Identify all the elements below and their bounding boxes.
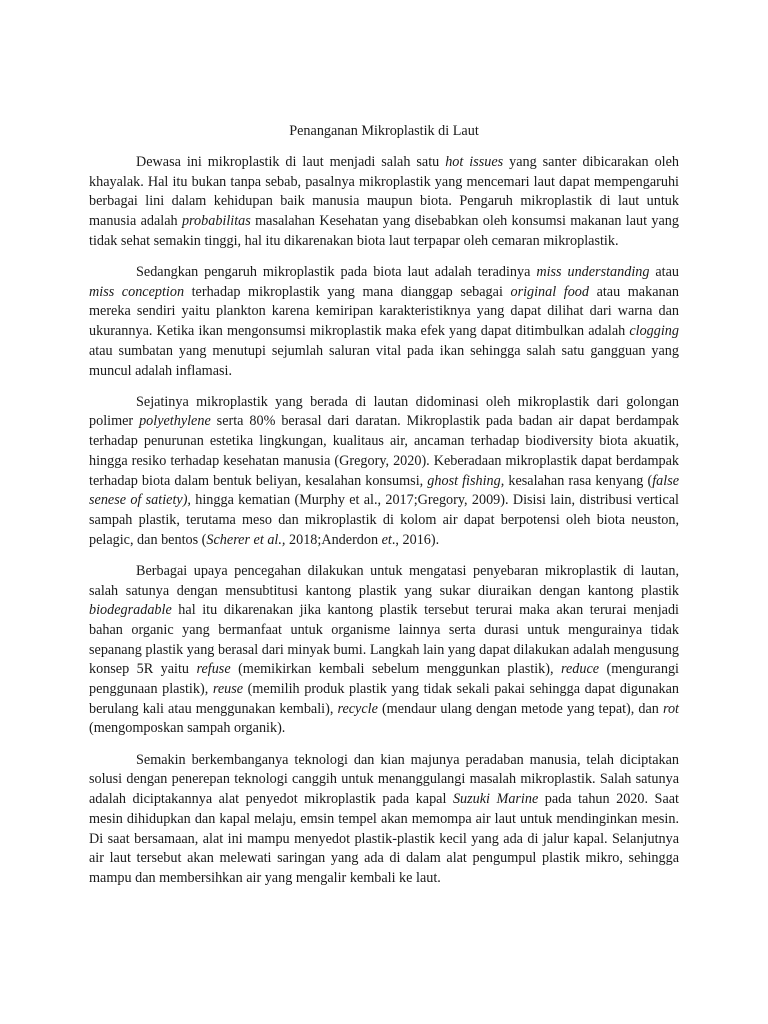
italic-text: reduce — [560, 661, 600, 678]
paragraph-text: hingga kematian (Murphy et al., 2017;Gregory, 2009). Disisi lain, distribusi vertical sampah plastik, terutama meso dan mikroplastik di kolom air dapat berpotensi oleh biota neuston, pelagic, dan bentos ( — [89, 492, 679, 548]
italic-text: polyethylene — [139, 413, 211, 430]
paragraph — [89, 562, 679, 739]
paragraph — [89, 153, 679, 252]
paragraph-text: (mendaur ulang dengan metode yang tepat), dan — [377, 700, 663, 717]
paragraph-text: terhadap mikroplastik yang mana dianggap sebagai — [184, 283, 511, 300]
paragraph-text: serta 80% berasal dari daratan. Mikroplastik pada badan air dapat berdampak terhadap penurunan estetika lingkungan, kualitaus air, ancaman terhadap biodiversity biota akuatik, hingga resiko terhadap kesehatan manusia (Gregory, 2020). Keberadaan mikroplastik dapat berdampak terhadap biota dalam bentuk beliyan, kesalahan konsumsi, — [89, 413, 679, 489]
paragraph-text: kesalahan rasa kenyang ( — [504, 472, 653, 489]
paragraph-text: atau makanan mereka sendiri yaitu plankton karena kemiripan karakteristiknya yang dapat dilihat dari warna dan ukurannya. Ketika ikan mengonsumsi mikroplastik maka efek yang dapat ditimbulkan adalah — [89, 283, 679, 340]
italic-text: Scherer et al., — [206, 531, 286, 548]
paragraph — [89, 751, 679, 889]
paragraph-text: (memilih produk plastik yang tidak sekali pakai sehingga dapat digunakan berulang kali atau menggunakan kembali), — [89, 681, 679, 717]
italic-text: miss understanding — [536, 264, 650, 281]
italic-text: refuse — [196, 661, 231, 678]
paragraph — [89, 393, 679, 551]
italic-text: biodegradable — [89, 602, 172, 619]
paragraph-text: (memikirkan kembali sebelum menggunkan plastik), — [230, 661, 561, 678]
paragraph-text: Sedangkan pengaruh mikroplastik pada biota laut adalah teradinya — [136, 264, 537, 281]
paragraph-text: Semakin berkembanganya teknologi dan kian majunya peradaban manusia, telah diciptakan solusi dengan penerepan teknologi canggih untuk menanggulangi masalah mikroplastik. Salah satunya adalah diciptakannya alat penyedot mikroplastik pada kapal — [89, 751, 679, 808]
paragraph-text: masalahan Kesehatan yang disebabkan oleh konsumsi makanan laut yang tidak sehat semakin tinggi, hal itu dikarenakan biota laut terpapar oleh cemaran mikroplastik. — [89, 213, 679, 249]
paragraph-text: Dewasa ini mikroplastik di laut menjadi salah satu — [136, 154, 446, 170]
paragraph-text: atau — [649, 264, 680, 281]
paragraph-text: ., 2016). — [391, 531, 440, 548]
italic-text: probabilitas — [181, 213, 251, 230]
paragraph-text: Berbagai upaya pencegahan dilakukan untuk mengatasi penyebaran mikroplastik di lautan, salah satunya dengan mensubtitusi kantong plastik yang sukar diuraikan dengan kantong plastik — [89, 562, 679, 599]
italic-text: miss conception — [89, 283, 185, 300]
paragraph-text: atau sumbatan yang menutupi sejumlah saluran vital pada ikan sehingga salah satu gangguan yang muncul adalah inflamasi. — [89, 342, 679, 379]
paragraph-text: hal itu dikarenakan jika kantong plastik tersebut terurai maka akan terurai menjadi bahan organic yang bermanfaat untuk organisme lainnya serta durasi untuk mengurainya tidak sepanang plastik yang berasal dari minyak bumi. Langkah lain yang dapat dilakukan adalah mengusung konsep 5R yaitu — [89, 602, 679, 678]
italic-text: hot issues — [445, 154, 504, 170]
paragraph — [89, 263, 679, 381]
italic-text: Suzuki Marine — [452, 791, 539, 808]
document-body — [89, 153, 679, 889]
italic-text: rot — [662, 700, 679, 717]
paragraph-text: 2018;Anderdon — [285, 531, 382, 548]
paragraph-text: Sejatinya mikroplastik yang berada di lautan didominasi oleh mikroplastik dari golongan polimer — [89, 393, 679, 430]
italic-text: reuse — [212, 681, 244, 698]
italic-text: recycle — [337, 700, 378, 717]
italic-text: ghost fishing, — [427, 472, 505, 489]
italic-text: false senese of satiety), — [89, 472, 680, 509]
paragraph-text: pada tahun 2020. Saat mesin dihidupkan dan kapal melaju, emsin tempel akan memompa air laut untuk mendinginkan mesin. Di saat bersamaan, alat ini mampu menyedot plastik-plastik kecil yang ada di jalur kapal. Selanjutnya air laut tersebut akan melewati saringan yang ada di dalam alat pengumpul plastik mikro, sehingga mampu dan membersihkan air yang mengalir kembali ke laut. — [89, 791, 679, 886]
document-title: Penanganan Mikroplastik di Laut — [289, 123, 479, 139]
italic-text: et — [381, 531, 392, 548]
italic-text: original food — [510, 283, 589, 300]
paragraph-text: (mengomposkan sampah organik). — [89, 720, 286, 737]
paragraph-text: (mengurangi penggunaan plastik), — [89, 661, 679, 698]
paragraph-text: yang santer dibicarakan oleh khayalak. Hal itu bukan tanpa sebab, pasalnya mikroplastik yang mencemari laut dapat mempengaruhi berbagai lini dalam kehidupan baik manusia maupun biota. Pengaruh mikroplastik di laut untuk manusia adalah — [89, 154, 680, 230]
italic-text: clogging — [629, 323, 679, 340]
